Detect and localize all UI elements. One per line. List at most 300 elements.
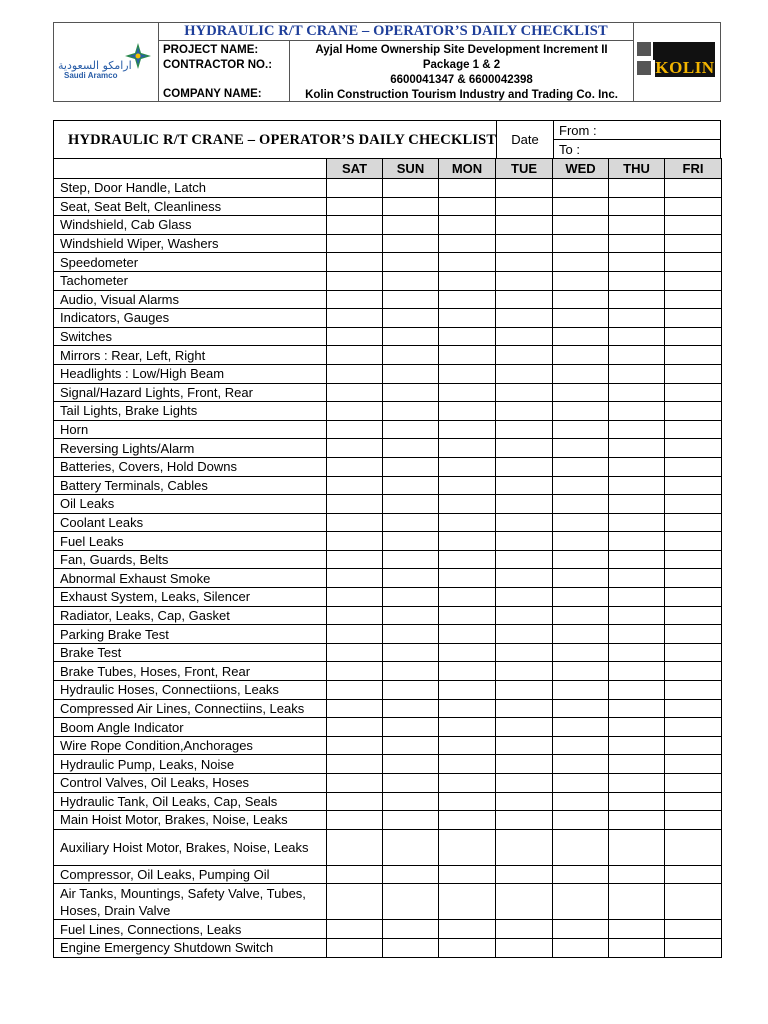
check-cell[interactable] (496, 513, 553, 532)
check-cell[interactable] (553, 681, 609, 700)
check-cell[interactable] (439, 383, 496, 402)
check-cell[interactable] (665, 829, 722, 865)
check-cell[interactable] (665, 938, 722, 957)
check-cell[interactable] (383, 383, 439, 402)
check-cell[interactable] (327, 532, 383, 551)
check-cell[interactable] (496, 718, 553, 737)
check-cell[interactable] (665, 792, 722, 811)
check-cell[interactable] (665, 865, 722, 884)
check-cell[interactable] (383, 197, 439, 216)
check-cell[interactable] (609, 569, 665, 588)
check-cell[interactable] (439, 179, 496, 198)
check-cell[interactable] (327, 179, 383, 198)
check-cell[interactable] (439, 271, 496, 290)
check-cell[interactable] (439, 774, 496, 793)
check-cell[interactable] (553, 234, 609, 253)
check-cell[interactable] (609, 346, 665, 365)
check-cell[interactable] (665, 513, 722, 532)
check-cell[interactable] (609, 699, 665, 718)
check-cell[interactable] (496, 234, 553, 253)
check-cell[interactable] (327, 718, 383, 737)
check-cell[interactable] (496, 476, 553, 495)
check-cell[interactable] (609, 364, 665, 383)
check-cell[interactable] (609, 439, 665, 458)
check-cell[interactable] (609, 179, 665, 198)
check-cell[interactable] (609, 643, 665, 662)
check-cell[interactable] (609, 829, 665, 865)
check-cell[interactable] (609, 457, 665, 476)
check-cell[interactable] (383, 364, 439, 383)
check-cell[interactable] (553, 457, 609, 476)
check-cell[interactable] (553, 253, 609, 272)
check-cell[interactable] (327, 253, 383, 272)
check-cell[interactable] (327, 290, 383, 309)
check-cell[interactable] (439, 346, 496, 365)
check-cell[interactable] (609, 550, 665, 569)
check-cell[interactable] (496, 439, 553, 458)
check-cell[interactable] (383, 718, 439, 737)
check-cell[interactable] (439, 811, 496, 830)
check-cell[interactable] (609, 383, 665, 402)
check-cell[interactable] (609, 420, 665, 439)
table-row (54, 699, 722, 718)
check-cell[interactable] (383, 216, 439, 235)
check-cell[interactable] (496, 402, 553, 421)
check-cell[interactable] (609, 625, 665, 644)
check-cell[interactable] (496, 755, 553, 774)
check-cell[interactable] (665, 420, 722, 439)
check-cell[interactable] (383, 755, 439, 774)
check-cell[interactable] (327, 643, 383, 662)
check-cell[interactable] (665, 606, 722, 625)
check-cell[interactable] (439, 420, 496, 439)
check-cell[interactable] (553, 792, 609, 811)
check-cell[interactable] (439, 532, 496, 551)
check-cell[interactable] (553, 271, 609, 290)
check-cell[interactable] (439, 439, 496, 458)
check-cell[interactable] (439, 364, 496, 383)
check-cell[interactable] (327, 588, 383, 607)
check-cell[interactable] (383, 179, 439, 198)
check-cell[interactable] (553, 383, 609, 402)
check-cell[interactable] (609, 234, 665, 253)
check-cell[interactable] (496, 606, 553, 625)
check-cell[interactable] (439, 476, 496, 495)
check-cell[interactable] (496, 699, 553, 718)
check-cell[interactable] (609, 253, 665, 272)
check-cell[interactable] (327, 736, 383, 755)
check-cell[interactable] (553, 625, 609, 644)
check-cell[interactable] (327, 364, 383, 383)
check-cell[interactable] (496, 457, 553, 476)
check-cell[interactable] (553, 495, 609, 514)
check-cell[interactable] (609, 290, 665, 309)
check-cell[interactable] (383, 811, 439, 830)
check-cell[interactable] (383, 662, 439, 681)
check-cell[interactable] (553, 811, 609, 830)
check-cell[interactable] (609, 495, 665, 514)
check-cell[interactable] (383, 420, 439, 439)
check-cell[interactable] (496, 346, 553, 365)
check-cell[interactable] (665, 234, 722, 253)
check-cell[interactable] (327, 681, 383, 700)
check-cell[interactable] (496, 495, 553, 514)
check-cell[interactable] (496, 774, 553, 793)
check-cell[interactable] (665, 253, 722, 272)
check-cell[interactable] (609, 513, 665, 532)
table-row (54, 364, 722, 383)
check-cell[interactable] (383, 495, 439, 514)
check-cell[interactable] (665, 495, 722, 514)
check-cell[interactable] (496, 364, 553, 383)
check-cell[interactable] (383, 681, 439, 700)
check-cell[interactable] (439, 550, 496, 569)
check-cell[interactable] (665, 197, 722, 216)
check-cell[interactable] (609, 532, 665, 551)
check-cell[interactable] (553, 884, 609, 920)
check-cell[interactable] (553, 420, 609, 439)
check-cell[interactable] (553, 736, 609, 755)
check-cell[interactable] (609, 884, 665, 920)
check-cell[interactable] (439, 290, 496, 309)
header-info (159, 23, 633, 101)
check-cell[interactable] (327, 699, 383, 718)
check-cell[interactable] (327, 383, 383, 402)
check-cell[interactable] (665, 569, 722, 588)
check-cell[interactable] (327, 662, 383, 681)
check-cell[interactable] (553, 290, 609, 309)
check-cell[interactable] (665, 625, 722, 644)
check-cell[interactable] (553, 364, 609, 383)
table-row (54, 755, 722, 774)
check-cell[interactable] (496, 420, 553, 439)
check-cell[interactable] (327, 234, 383, 253)
check-cell[interactable] (383, 569, 439, 588)
check-cell[interactable] (327, 938, 383, 957)
check-cell[interactable] (327, 811, 383, 830)
check-cell[interactable] (439, 699, 496, 718)
check-cell[interactable] (496, 253, 553, 272)
check-cell[interactable] (383, 327, 439, 346)
check-cell[interactable] (383, 346, 439, 365)
check-cell[interactable] (327, 755, 383, 774)
check-cell[interactable] (496, 792, 553, 811)
check-cell[interactable] (609, 718, 665, 737)
check-cell[interactable] (609, 662, 665, 681)
table-row (54, 920, 722, 939)
check-cell[interactable] (553, 774, 609, 793)
check-cell[interactable] (327, 865, 383, 884)
check-cell[interactable] (665, 309, 722, 328)
check-cell[interactable] (553, 216, 609, 235)
check-cell[interactable] (609, 736, 665, 755)
check-cell[interactable] (609, 792, 665, 811)
check-cell[interactable] (609, 588, 665, 607)
check-cell[interactable] (496, 920, 553, 939)
check-cell[interactable] (609, 920, 665, 939)
check-cell[interactable] (553, 550, 609, 569)
check-cell[interactable] (553, 402, 609, 421)
check-cell[interactable] (439, 606, 496, 625)
check-cell[interactable] (553, 865, 609, 884)
check-cell[interactable] (383, 234, 439, 253)
check-cell[interactable] (496, 829, 553, 865)
check-cell[interactable] (439, 718, 496, 737)
check-cell[interactable] (553, 755, 609, 774)
check-cell[interactable] (665, 327, 722, 346)
check-cell[interactable] (665, 216, 722, 235)
check-cell[interactable] (553, 513, 609, 532)
check-cell[interactable] (553, 439, 609, 458)
check-cell[interactable] (609, 938, 665, 957)
check-cell[interactable] (496, 736, 553, 755)
check-cell[interactable] (383, 865, 439, 884)
check-cell[interactable] (383, 643, 439, 662)
check-cell[interactable] (496, 216, 553, 235)
check-cell[interactable] (496, 662, 553, 681)
check-cell[interactable] (609, 774, 665, 793)
checklist-item-label: Hydraulic Tank, Oil Leaks, Cap, Seals (54, 792, 327, 811)
check-cell[interactable] (496, 884, 553, 920)
check-cell[interactable] (665, 457, 722, 476)
check-cell[interactable] (665, 439, 722, 458)
check-cell[interactable] (496, 309, 553, 328)
check-cell[interactable] (383, 271, 439, 290)
check-cell[interactable] (665, 476, 722, 495)
check-cell[interactable] (496, 865, 553, 884)
check-cell[interactable] (496, 532, 553, 551)
check-cell[interactable] (553, 829, 609, 865)
check-cell[interactable] (665, 643, 722, 662)
check-cell[interactable] (439, 216, 496, 235)
check-cell[interactable] (496, 625, 553, 644)
check-cell[interactable] (553, 197, 609, 216)
check-cell[interactable] (439, 681, 496, 700)
check-cell[interactable] (553, 662, 609, 681)
check-cell[interactable] (609, 755, 665, 774)
check-cell[interactable] (553, 643, 609, 662)
check-cell[interactable] (327, 606, 383, 625)
check-cell[interactable] (383, 774, 439, 793)
check-cell[interactable] (383, 606, 439, 625)
check-cell[interactable] (327, 513, 383, 532)
check-cell[interactable] (439, 309, 496, 328)
check-cell[interactable] (496, 588, 553, 607)
check-cell[interactable] (553, 588, 609, 607)
table-row (54, 216, 722, 235)
check-cell[interactable] (327, 569, 383, 588)
check-cell[interactable] (327, 327, 383, 346)
check-cell[interactable] (383, 884, 439, 920)
check-cell[interactable] (383, 402, 439, 421)
check-cell[interactable] (327, 550, 383, 569)
check-cell[interactable] (665, 774, 722, 793)
check-cell[interactable] (609, 811, 665, 830)
check-cell[interactable] (383, 439, 439, 458)
kolin-logo (633, 23, 720, 101)
check-cell[interactable] (439, 197, 496, 216)
check-cell[interactable] (383, 938, 439, 957)
checklist-item-label: Air Tanks, Mountings, Safety Valve, Tubes, Hoses, Drain Valve (54, 884, 327, 920)
check-cell[interactable] (609, 216, 665, 235)
check-cell[interactable] (553, 532, 609, 551)
check-cell[interactable] (665, 271, 722, 290)
check-cell[interactable] (665, 718, 722, 737)
check-cell[interactable] (665, 550, 722, 569)
check-cell[interactable] (383, 532, 439, 551)
check-cell[interactable] (553, 309, 609, 328)
check-cell[interactable] (665, 290, 722, 309)
check-cell[interactable] (327, 309, 383, 328)
check-cell[interactable] (439, 402, 496, 421)
check-cell[interactable] (609, 865, 665, 884)
check-cell[interactable] (496, 681, 553, 700)
check-cell[interactable] (665, 920, 722, 939)
check-cell[interactable] (553, 569, 609, 588)
check-cell[interactable] (383, 699, 439, 718)
check-cell[interactable] (496, 383, 553, 402)
check-cell[interactable] (553, 718, 609, 737)
check-cell[interactable] (665, 364, 722, 383)
check-cell[interactable] (496, 179, 553, 198)
check-cell[interactable] (439, 327, 496, 346)
check-cell[interactable] (553, 920, 609, 939)
check-cell[interactable] (439, 755, 496, 774)
check-cell[interactable] (553, 327, 609, 346)
check-cell[interactable] (665, 662, 722, 681)
check-cell[interactable] (665, 402, 722, 421)
check-cell[interactable] (383, 625, 439, 644)
check-cell[interactable] (327, 439, 383, 458)
check-cell[interactable] (439, 792, 496, 811)
check-cell[interactable] (439, 938, 496, 957)
check-cell[interactable] (383, 309, 439, 328)
check-cell[interactable] (665, 346, 722, 365)
check-cell[interactable] (383, 792, 439, 811)
check-cell[interactable] (327, 625, 383, 644)
table-row (54, 865, 722, 884)
checklist-item-label: Abnormal Exhaust Smoke (54, 569, 327, 588)
check-cell[interactable] (496, 811, 553, 830)
check-cell[interactable] (496, 938, 553, 957)
check-cell[interactable] (383, 829, 439, 865)
check-cell[interactable] (665, 383, 722, 402)
check-cell[interactable] (439, 625, 496, 644)
check-cell[interactable] (553, 699, 609, 718)
check-cell[interactable] (496, 569, 553, 588)
check-cell[interactable] (327, 792, 383, 811)
check-cell[interactable] (327, 271, 383, 290)
check-cell[interactable] (609, 402, 665, 421)
check-cell[interactable] (383, 736, 439, 755)
check-cell[interactable] (609, 476, 665, 495)
check-cell[interactable] (496, 327, 553, 346)
check-cell[interactable] (439, 920, 496, 939)
check-cell[interactable] (439, 457, 496, 476)
check-cell[interactable] (327, 829, 383, 865)
check-cell[interactable] (609, 681, 665, 700)
check-cell[interactable] (327, 216, 383, 235)
check-cell[interactable] (439, 234, 496, 253)
check-cell[interactable] (327, 920, 383, 939)
check-cell[interactable] (383, 513, 439, 532)
check-cell[interactable] (553, 346, 609, 365)
check-cell[interactable] (553, 179, 609, 198)
check-cell[interactable] (327, 495, 383, 514)
check-cell[interactable] (383, 253, 439, 272)
check-cell[interactable] (383, 920, 439, 939)
check-cell[interactable] (665, 699, 722, 718)
check-cell[interactable] (496, 643, 553, 662)
check-cell[interactable] (609, 197, 665, 216)
check-cell[interactable] (383, 476, 439, 495)
check-cell[interactable] (327, 346, 383, 365)
table-row (54, 309, 722, 328)
check-cell[interactable] (439, 253, 496, 272)
check-cell[interactable] (383, 550, 439, 569)
check-cell[interactable] (439, 495, 496, 514)
check-cell[interactable] (439, 829, 496, 865)
check-cell[interactable] (327, 402, 383, 421)
check-cell[interactable] (553, 938, 609, 957)
check-cell[interactable] (383, 290, 439, 309)
check-cell[interactable] (439, 588, 496, 607)
check-cell[interactable] (439, 569, 496, 588)
check-cell[interactable] (327, 774, 383, 793)
check-cell[interactable] (327, 476, 383, 495)
check-cell[interactable] (439, 884, 496, 920)
check-cell[interactable] (609, 606, 665, 625)
check-cell[interactable] (327, 420, 383, 439)
check-cell[interactable] (609, 327, 665, 346)
from-field[interactable]: From : (559, 123, 597, 138)
table-row (54, 606, 722, 625)
to-field[interactable]: To : (559, 142, 580, 157)
check-cell[interactable] (439, 643, 496, 662)
check-cell[interactable] (496, 197, 553, 216)
check-cell[interactable] (609, 271, 665, 290)
check-cell[interactable] (665, 681, 722, 700)
check-cell[interactable] (327, 884, 383, 920)
check-cell[interactable] (439, 865, 496, 884)
check-cell[interactable] (553, 606, 609, 625)
check-cell[interactable] (327, 197, 383, 216)
check-cell[interactable] (327, 457, 383, 476)
check-cell[interactable] (496, 290, 553, 309)
check-cell[interactable] (665, 588, 722, 607)
check-cell[interactable] (665, 736, 722, 755)
check-cell[interactable] (439, 513, 496, 532)
check-cell[interactable] (496, 271, 553, 290)
checklist-item-label: Speedometer (54, 253, 327, 272)
check-cell[interactable] (383, 457, 439, 476)
table-row (54, 439, 722, 458)
check-cell[interactable] (439, 736, 496, 755)
check-cell[interactable] (609, 309, 665, 328)
check-cell[interactable] (665, 884, 722, 920)
check-cell[interactable] (383, 588, 439, 607)
check-cell[interactable] (665, 532, 722, 551)
check-cell[interactable] (665, 811, 722, 830)
table-row (54, 662, 722, 681)
table-row (54, 271, 722, 290)
check-cell[interactable] (553, 476, 609, 495)
check-cell[interactable] (496, 550, 553, 569)
check-cell[interactable] (439, 662, 496, 681)
check-cell[interactable] (665, 755, 722, 774)
check-cell[interactable] (665, 179, 722, 198)
checklist-item-label: Mirrors : Rear, Left, Right (54, 346, 327, 365)
